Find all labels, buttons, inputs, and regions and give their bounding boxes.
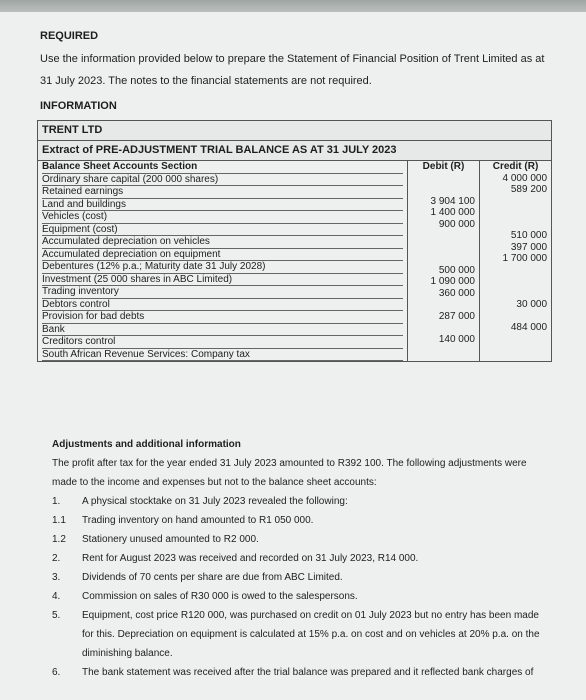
debit-header: Debit (R) [422,161,465,172]
credit-value: 484 000 [510,322,548,333]
credit-value [484,207,547,219]
credit-value: 589 200 [510,184,548,195]
adjustment-item [52,663,552,682]
credit-value [484,265,547,277]
item-number: 1.2 [52,534,66,545]
account-name: Provision for bad debts [42,311,403,324]
company-name: TRENT LTD [38,121,552,141]
item-text: Trading inventory on hand amounted to R1 050 000. [82,515,314,526]
adjustment-item [52,587,552,606]
debit-value: 140 000 [438,333,475,345]
item-number: 4. [52,591,61,602]
account-name: Land and buildings [42,199,403,212]
credit-value: 510 000 [510,230,548,241]
adjustment-item [52,492,552,511]
debit-value [412,173,475,185]
credit-header: Credit (R) [492,161,539,172]
adjustment-item [52,568,552,587]
credit-value [484,196,547,208]
account-name: Retained earnings [42,186,403,199]
credit-value [484,219,547,231]
credit-value [484,288,547,300]
section-header: Balance Sheet Accounts Section [42,161,403,174]
item-number: 5. [52,610,61,621]
account-name: Ordinary share capital (200 000 shares) [42,174,403,187]
table-subtitle: Extract of PRE-ADJUSTMENT TRIAL BALANCE AS AT 31 JULY 2023 [38,141,552,161]
item-number: 6. [52,667,61,678]
debit-value: 287 000 [438,310,475,322]
adjustment-item [52,530,552,549]
account-name: Debentures (12% p.a.; Maturity date 31 July 2028) [42,261,403,274]
item-text: Equipment, cost price R120 000, was purchased on credit on 01 July 2023 but no entry has been made for this. Depreciation on equipment is calculated at 15% p.a. on cost and on vehicles at 20% p.a. on the diminishing balance. [82,610,540,659]
table-subtitle-row [38,141,552,161]
account-name: Bank [42,324,403,337]
account-name: Accumulated depreciation on equipment [42,249,403,262]
credit-value [484,276,547,288]
adjustments-intro: The profit after tax for the year ended 31 July 2023 amounted to R392 100. The following adjustments were made to the income and expenses but not to the balance sheet accounts: [52,458,527,488]
adjustments-title: Adjustments and additional information [52,439,241,450]
debit-value: 500 000 [438,264,475,276]
account-name: Debtors control [42,299,403,312]
adjustment-item [52,511,552,530]
credit-value: 30 000 [516,299,548,310]
account-name: Creditors control [42,336,403,349]
accounts-column [38,161,408,362]
heading-required: REQUIRED [40,30,99,42]
credit-value: 397 000 [510,241,548,253]
account-name: Trading inventory [42,286,403,299]
debit-value [412,184,475,196]
account-name: Vehicles (cost) [42,211,403,224]
instruction-text: Use the information provided below to prepare the Statement of Financial Position of Trent Limited as at 31 July 2023. The notes to the financial statements are not required. [40,53,545,87]
debit-value [412,322,475,334]
item-text: Stationery unused amounted to R2 000. [82,534,259,545]
credit-value: 4 000 000 [502,172,548,184]
item-number: 1.1 [52,515,66,526]
account-name: South African Revenue Services: Company tax [42,349,403,362]
debit-value: 900 000 [438,218,475,230]
table-body-row [38,161,552,362]
credit-value [484,311,547,323]
credit-value: 1 700 000 [502,253,548,264]
credit-column [480,161,552,362]
item-text: Rent for August 2023 was received and recorded on 31 July 2023, R14 000. [82,553,419,564]
account-name: Equipment (cost) [42,224,403,237]
item-text: Dividends of 70 cents per share are due from ABC Limited. [82,572,343,583]
credit-value [484,334,547,346]
account-name: Accumulated depreciation on vehicles [42,236,403,249]
debit-value: 3 904 100 [430,195,475,207]
adjustments-section [52,435,552,682]
adjustment-item [52,606,552,663]
trial-balance-table [37,120,552,362]
table-company-row [38,121,552,141]
item-text: Commission on sales of R30 000 is owed to the salespersons. [82,591,358,602]
heading-information: INFORMATION [40,100,117,112]
debit-value: 1 090 000 [430,276,475,287]
item-number: 1. [52,496,61,507]
debit-column [408,161,480,362]
item-text: A physical stocktake on 31 July 2023 revealed the following: [82,496,348,507]
item-text: The bank statement was received after the trial balance was prepared and it reflected bank charges of [82,667,534,678]
item-number: 2. [52,553,61,564]
debit-value [412,299,475,311]
debit-value: 1 400 000 [430,207,475,218]
debit-value [412,242,475,254]
account-name: Investment (25 000 shares in ABC Limited) [42,274,403,287]
debit-value: 360 000 [438,287,475,299]
debit-value [412,253,475,265]
adjustment-item [52,549,552,568]
item-number: 3. [52,572,61,583]
debit-value [412,230,475,242]
